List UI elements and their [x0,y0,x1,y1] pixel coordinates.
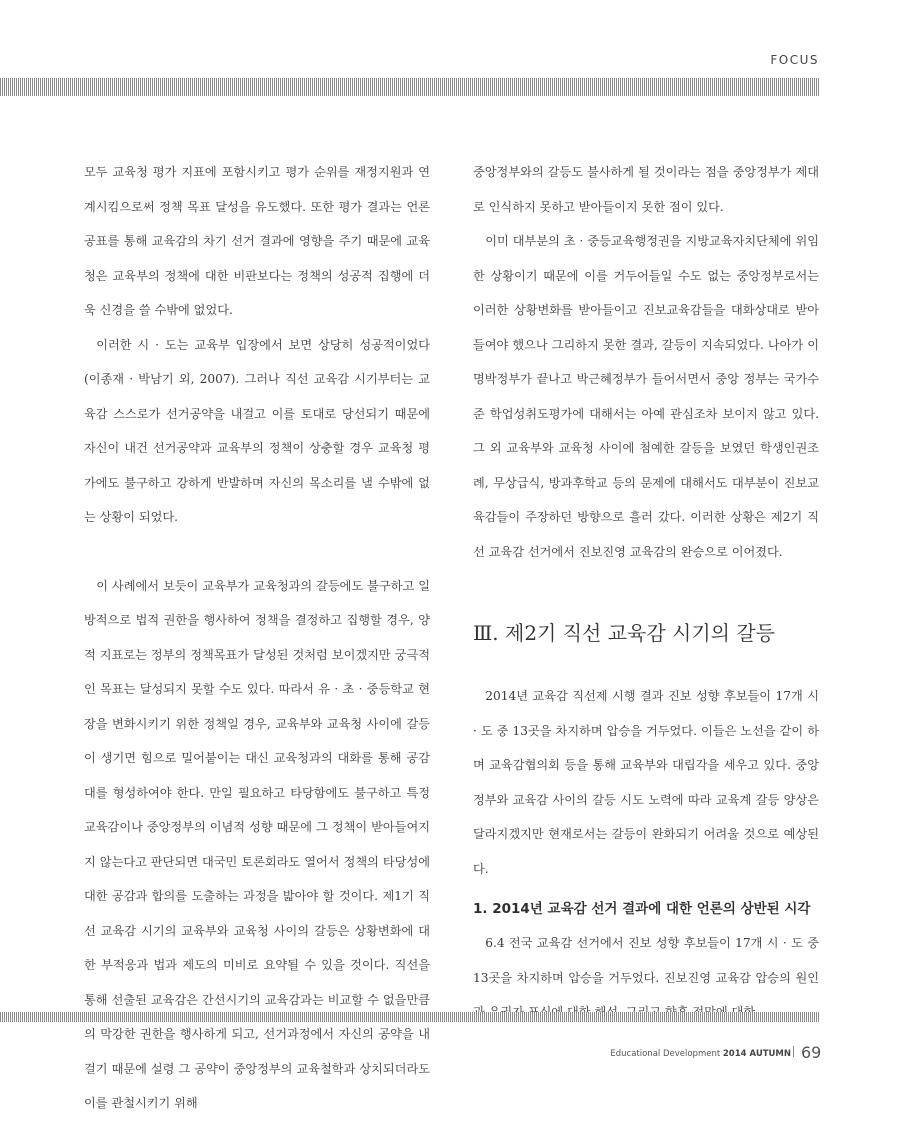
footer-publication [610,1049,791,1059]
footer-separator [793,1046,794,1057]
left-column [84,155,430,1121]
body-paragraph: 중앙정부와의 갈등도 불사하게 될 것이라는 점을 중앙정부가 제대로 인식하지 못하고 받아들이지 못한 점이 있다. [473,165,819,214]
body-paragraph: 이 사례에서 보듯이 교육부가 교육청과의 갈등에도 불구하고 일방적으로 법적 권한을 행사하여 정책을 결정하고 집행할 경우, 양적 지표로는 정부의 정책목표가 달성된 것처럼 보이겠지만 궁극적인 목표는 달성되지 못할 수도 있다. 따라서 유 · 초 · 중등학교 현장을 변화시키기 위한 정책일 경우, 교육부와 교육청 사이에 갈등이 생기면 힘으로 밀어붙이는 대신 교육청과의 대화를 통해 공감대를 형성하여야 한다. 만일 필요하고 타당함에도 불구하고 특정 교육감이나 중앙정부의 이념적 성향 때문에 그 정책이 받아들여지지 않는다고 판단되면 대국민 토론회라도 열어서 정책의 타당성에 대한 공감과 합의를 도출하는 과정을 밟아야 할 것이다. 제1기 직선 교육감 시기의 교육부와 교육청 사이의 갈등은 상황변화에 대한 부적응과 법과 제도의 미비로 요약될 수 있을 것이다. 직선을 통해 선출된 교육감은 간선시기의 교육감과는 비교할 수 없을만큼의 막강한 권한을 행사하게 되고, 선거과정에서 자신의 공약을 내걸기 때문에 설령 그 공약이 중앙정부의 교육철학과 상치되더라도 이를 관철시키기 위해 [84,578,430,1110]
body-paragraph: 2014년 교육감 직선제 시행 결과 진보 성향 후보들이 17개 시 · 도 중 13곳을 차지하며 압승을 거두었다. 이들은 노선을 같이 하며 교육감협의회 등을 통해 교육부와 대립각을 세우고 있다. 중앙정부와 교육감 사이의 갈등 시도 노력에 따라 교육계 갈등 양상은 달라지겠지만 현재로서는 갈등이 완화되기 어려울 것으로 예상된다. [473,689,819,876]
publication-name: Educational Development [610,1049,721,1059]
subsection-heading: 1. 2014년 교육감 선거 결과에 대한 언론의 상반된 시각 [473,901,811,917]
section-label: FOCUS [770,53,819,67]
paragraph-gap [84,535,430,569]
body-paragraph: 모두 교육청 평가 지표에 포함시키고 평가 순위를 재정지원과 연계시킴으로써 정책 목표 달성을 유도했다. 또한 평가 결과는 언론 공표를 통해 교육감의 차기 선거 결과에 영향을 주기 때문에 교육청은 교육부의 정책에 대한 비판보다는 정책의 성공적 집행에 더욱 신경을 쓸 수밖에 없었다. [84,165,430,317]
footer-rule [0,1012,819,1022]
page-number: 69 [801,1043,822,1062]
right-column [473,155,819,1030]
body-paragraph: 6.4 전국 교육감 선거에서 진보 성향 후보들이 17개 시 · 도 중 13곳을 차지하며 압승을 거두었다. 진보진영 교육감 압승의 원인 [473,936,819,985]
issue-label: 2014 AUTUMN [722,1049,791,1059]
section-heading: Ⅲ. 제2기 직선 교육감 시기의 갈등 [473,621,775,645]
body-paragraph: 이미 대부분의 초 · 중등교육행정권을 지방교육자치단체에 위임한 상황이기 때문에 이를 거두어들일 수도 없는 중앙정부로서는 이러한 상황변화를 받아들이고 진보교육감들을 대화상대로 받아들여야 했으나 그리하지 못한 결과, 갈등이 지속되었다. 나아가 이명박정부가 끝나고 박근혜정부가 들어서면서 중앙 정부는 국가수준 학업성취도평가에 대해서는 아예 관심조차 보이지 않고 있다. 그 외 교육부와 교육청 사이에 첨예한 갈등을 보였던 학생인권조례, 무상급식, 방과후학교 등의 문제에 대해서도 대부분이 진보교육감들이 주장하던 방향으로 흘러 갔다. 이러한 상황은 제2기 직선 교육감 선거에서 진보진영 교육감의 완승으로 이어졌다. [473,234,819,559]
header-rule [0,78,819,96]
body-paragraph: 이러한 시 · 도는 교육부 입장에서 보면 상당히 성공적이었다(이종재 · 박남기 외, 2007). 그러나 직선 교육감 시기부터는 교육감 스스로가 선거공약을 내걸고 이를 토대로 당선되기 때문에 자신이 내건 선거공약과 교육부의 정책이 상충할 경우 교육청 평가에도 불구하고 강하게 반발하며 자신의 목소리를 낼 수밖에 없는 상황이 되었다. [84,337,430,524]
